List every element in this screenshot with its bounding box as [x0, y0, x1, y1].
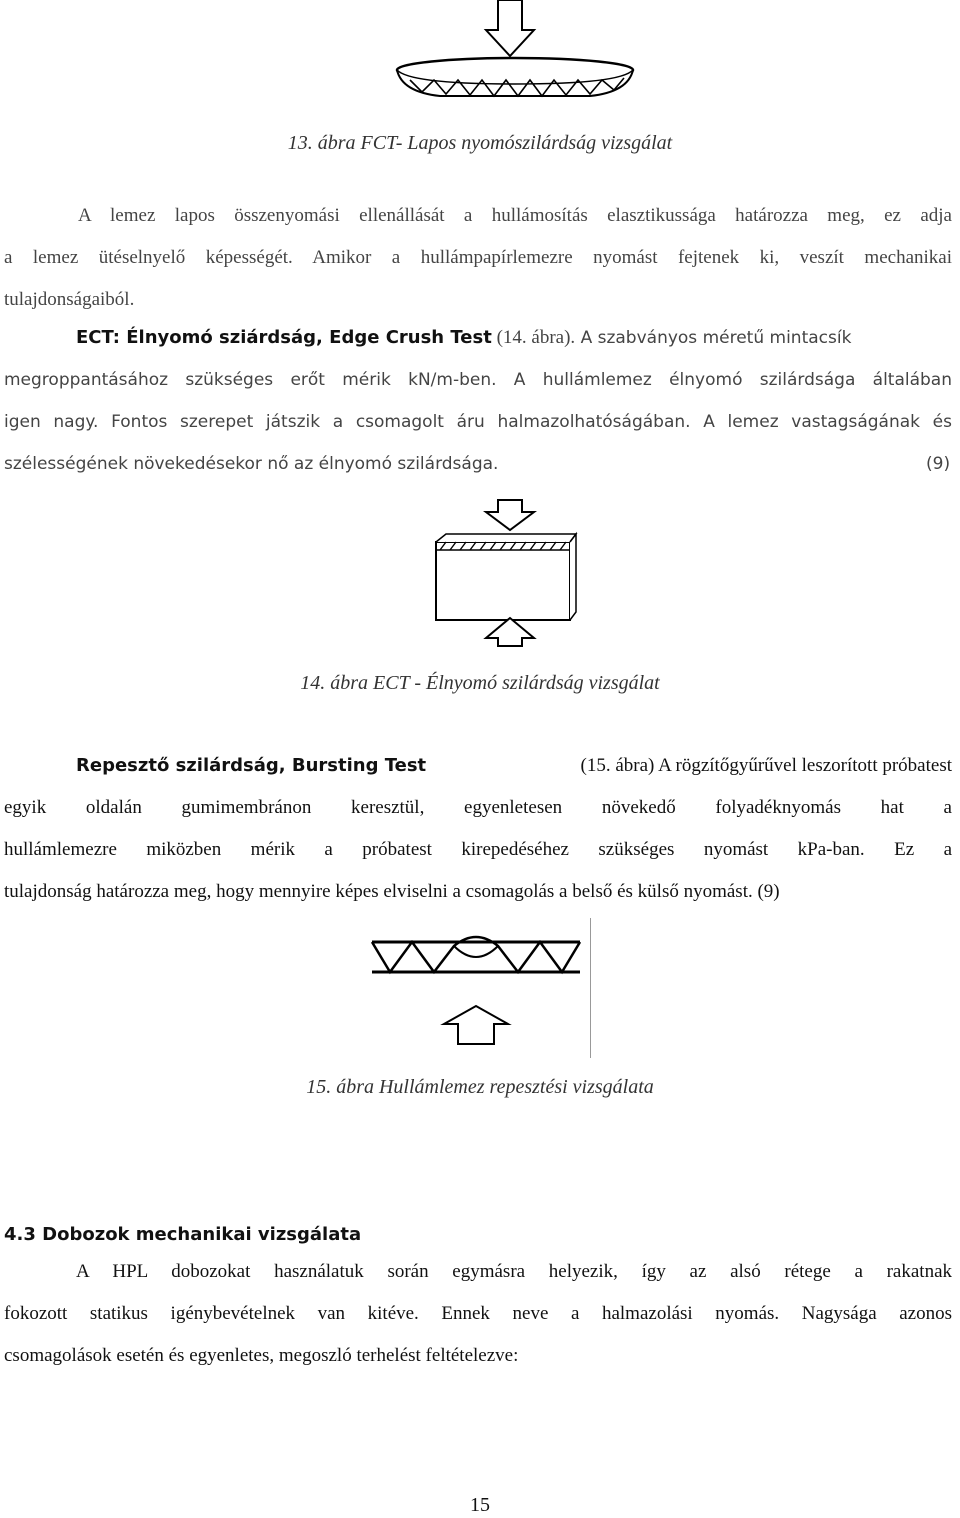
- burst-line-1-rest: (15. ábra) A rögzítőgyűrűvel leszorított próbatest: [580, 755, 952, 776]
- burst-line-2: egyik oldalán gumimembránon keresztül, egyenletesen növekedő folyadéknyomás hat a: [4, 797, 952, 818]
- figure-14-caption: 14. ábra ECT - Élnyomó szilárdság vizsgálat: [300, 672, 660, 694]
- burst-line-3: hullámlemezre miközben mérik a próbatest kirepedéséhez szükséges nyomást kPa-ban. Ez a: [4, 839, 952, 860]
- section-heading: 4.3 Dobozok mechanikai vizsgálata: [4, 1224, 362, 1245]
- ect-title: ECT: Élnyomó sziárdság, Edge Crush Test: [76, 327, 492, 348]
- section-line-3: csomagolások esetén és egyenletes, megoszló terhelést feltételezve:: [4, 1345, 519, 1366]
- section-line-1: A HPL dobozokat használatuk során egymásra helyezik, így az alsó rétege a rakatnak: [76, 1261, 952, 1282]
- figure-13-caption: 13. ábra FCT- Lapos nyomószilárdság vizsgálat: [287, 132, 673, 154]
- burst-line-4: tulajdonság határozza meg, hogy mennyire képes elviselni a csomagolás a belső és külső nyomást. (9): [4, 881, 780, 902]
- figure-14-ect-drawing: [430, 498, 580, 648]
- ect-line-1-rest: A szabványos méretű mintacsík: [575, 328, 852, 348]
- ect-figure-ref: (14. ábra).: [491, 327, 576, 348]
- burst-title: Repesztő szilárdság, Bursting Test: [76, 755, 427, 776]
- ect-line-2: megroppantásához szükséges erőt mérik kN/m-ben. A hullámlemez élnyomó szilárdsága általában: [4, 370, 952, 390]
- figure-15-burst-drawing: [368, 926, 584, 1050]
- ect-line-4-ref: (9): [926, 454, 951, 474]
- vertical-rule: [590, 918, 591, 1058]
- figure-15-caption: 15. ábra Hullámlemez repesztési vizsgálata: [306, 1076, 654, 1098]
- page-number: 15: [470, 1494, 490, 1516]
- ect-line-4: szélességének növekedésekor nő az élnyomó szilárdsága.: [4, 454, 499, 474]
- paragraph-1-line-2: a lemez ütéselnyelő képességét. Amikor a hullámpapírlemezre nyomást fejtenek ki, veszít mechanikai: [4, 247, 952, 268]
- figure-13-fct-drawing: [380, 0, 650, 110]
- burst-line-1: [76, 754, 952, 778]
- paragraph-1-line-1: A lemez lapos összenyomási ellenállását a hullámosítás elasztikussága határozza meg, ez adja: [78, 205, 952, 226]
- paragraph-1-line-3: tulajdonságaiból.: [4, 289, 135, 310]
- ect-line-1: [76, 326, 851, 350]
- ect-line-3: igen nagy. Fontos szerepet játszik a csomagolt áru halmazolhatóságában. A lemez vastagságának és: [4, 412, 952, 432]
- section-line-2: fokozott statikus igénybevételnek van kitéve. Ennek neve a halmazolási nyomás. Nagysága azonos: [4, 1303, 952, 1324]
